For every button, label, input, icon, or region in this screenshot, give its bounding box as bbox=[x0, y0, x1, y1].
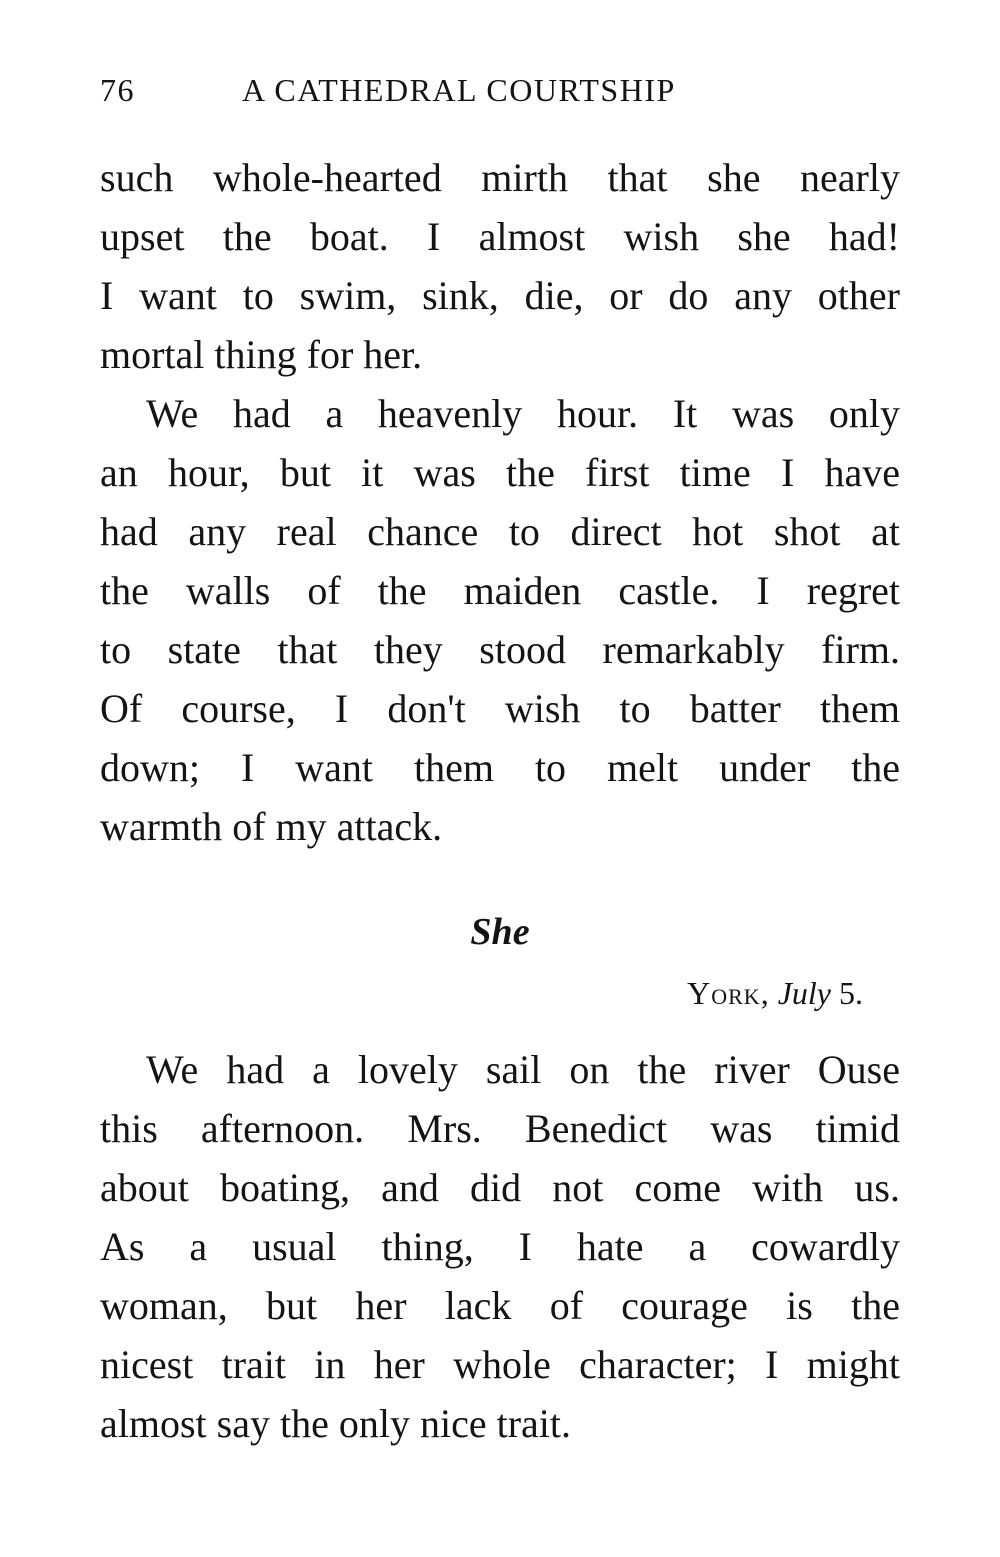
paragraph-3 bbox=[100, 1040, 900, 1453]
text-line: almost say the only nice trait. bbox=[100, 1401, 571, 1446]
text-line: such whole-hearted mirth that she nearly bbox=[100, 155, 900, 200]
text-line: As a usual thing, I hate a cowardly bbox=[100, 1224, 900, 1269]
text-line: this afternoon. Mrs. Benedict was timid bbox=[100, 1106, 900, 1151]
text-line: the walls of the maiden castle. I regret bbox=[100, 568, 900, 613]
paragraph-2 bbox=[100, 384, 900, 856]
text-line: about boating, and did not come with us. bbox=[100, 1165, 900, 1210]
text-line: nicest trait in her whole character; I might bbox=[100, 1342, 900, 1387]
section-heading: She bbox=[470, 911, 530, 953]
text-line: We had a lovely sail on the river Ouse bbox=[146, 1047, 900, 1092]
dateline-month: July bbox=[777, 975, 831, 1011]
text-line: upset the boat. I almost wish she had! bbox=[100, 214, 900, 259]
dateline-place: York, bbox=[687, 975, 770, 1011]
text-line: We had a heavenly hour. It was only bbox=[146, 391, 900, 436]
dateline-day: 5. bbox=[839, 975, 863, 1011]
text-line: warmth of my attack. bbox=[100, 804, 443, 849]
dateline bbox=[687, 975, 863, 1012]
text-line: Of course, I don't wish to batter them bbox=[100, 686, 900, 731]
text-line: woman, but her lack of courage is the bbox=[100, 1283, 900, 1328]
paragraph-1 bbox=[100, 148, 900, 384]
text-line: to state that they stood remarkably firm. bbox=[100, 627, 900, 672]
text-line: down; I want them to melt under the bbox=[100, 745, 900, 790]
text-line: an hour, but it was the first time I have bbox=[100, 450, 900, 495]
running-head bbox=[100, 72, 900, 122]
book-title: A CATHEDRAL COURTSHIP bbox=[242, 72, 676, 108]
text-line: had any real chance to direct hot shot at bbox=[100, 509, 900, 554]
text-line: I want to swim, sink, die, or do any other bbox=[100, 273, 900, 318]
text-line: mortal thing for her. bbox=[100, 332, 423, 377]
page-number: 76 bbox=[100, 72, 135, 108]
